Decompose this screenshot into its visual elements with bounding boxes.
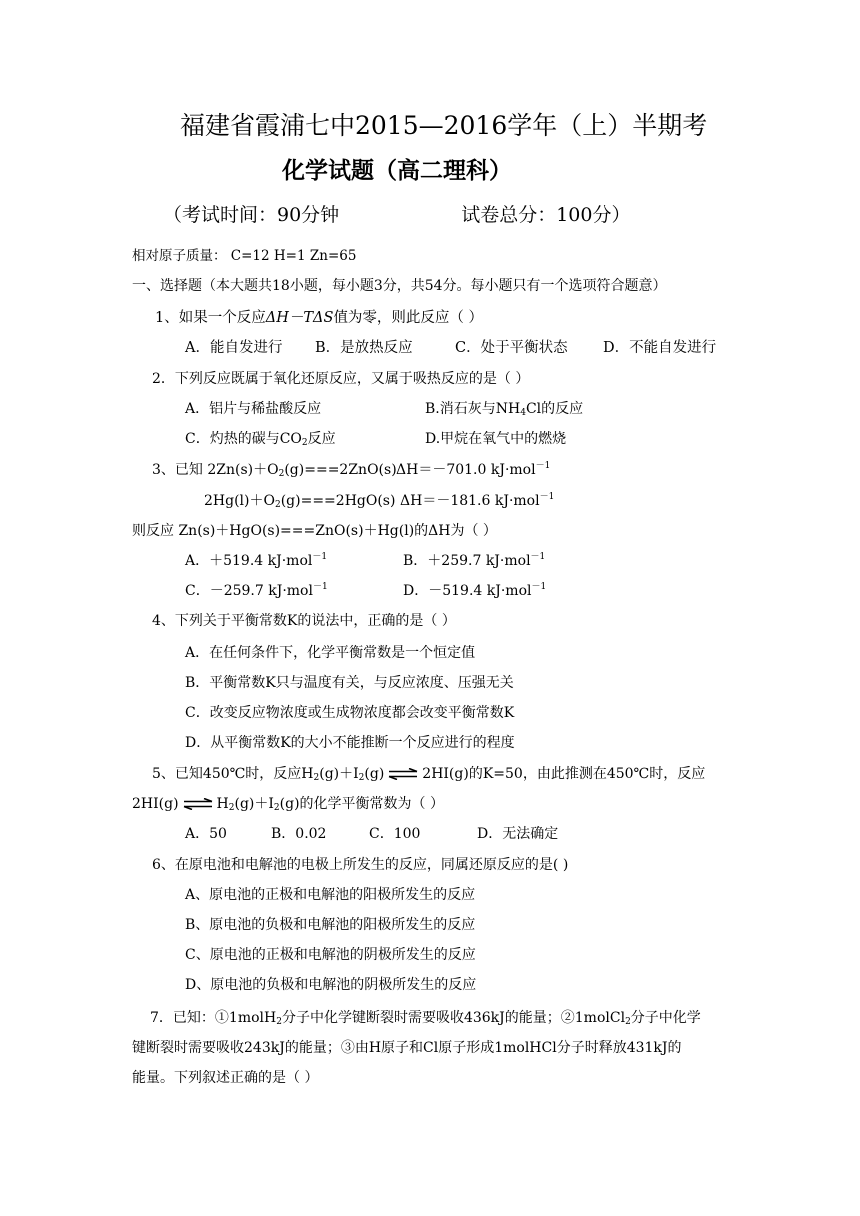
- q3-line1: 3、已知 $2Zn(s)+O_2(g)===2ZnO(s)\Delta H=-701.0$ kJ·mol$^{-1}$: [152, 461, 551, 479]
- q2-option-d: D.甲烷在氧气中的燃烧: [425, 431, 567, 447]
- q2-option-c: C．灼热的碳与$CO_2$反应: [185, 431, 336, 448]
- q5-line1: 5、已知450℃时，反应$H_2(g)+I_2(g)$ 2HI(g)的K=50，由此推测在450℃时，反应: [152, 766, 706, 783]
- q1-option-c: C．处于平衡状态: [455, 340, 568, 356]
- q4-option-d: D．从平衡常数K的大小不能推断一个反应进行的程度: [185, 735, 515, 751]
- section-heading: 一、选择题（本大题共18小题，每小题3分，共54分。每小题只有一个选项符合题意）: [132, 278, 667, 294]
- q1-option-d: D．不能自发进行: [603, 340, 717, 356]
- question-2: 2．下列反应既属于氧化还原反应，又属于吸热反应的是（ ）: [152, 371, 530, 387]
- total-score: 试卷总分：100分）: [461, 204, 631, 226]
- q2-options-row1: [185, 402, 583, 416]
- q3-option-c: C．－259.7 kJ·mol$^{-1}$: [185, 582, 328, 599]
- q1-stem-b: 值为零，则此反应（ ）: [333, 310, 484, 326]
- equilibrium-arrow-icon: [183, 798, 213, 810]
- q3-options-row1: [185, 554, 545, 568]
- q3-options-row2: [185, 584, 546, 598]
- q3-option-a: A．＋519.4 kJ·mol$^{-1}$: [185, 552, 328, 569]
- q7-line2: 键断裂时需要吸收243kJ的能量；③由H原子和Cl原子形成1molHCl分子时释放431kJ的: [132, 1040, 682, 1056]
- q4-option-a: A．在任何条件下，化学平衡常数是一个恒定值: [185, 645, 476, 661]
- q1-option-a: A．能自发进行: [185, 340, 283, 356]
- q7-line3: 能量。下列叙述正确的是（ ）: [132, 1070, 319, 1086]
- q4-option-b: B．平衡常数K只与温度有关，与反应浓度、压强无关: [185, 675, 514, 691]
- q5-option-b: B．0.02: [271, 826, 327, 842]
- q3-line3: 则反应 Zn(s)＋HgO(s)===ZnO(s)＋Hg(l)的ΔH为（ ）: [132, 523, 497, 539]
- q5-line2: 2HI(g) $H_2(g)+I_2(g)$的化学平衡常数为（ ）: [132, 796, 444, 813]
- atomic-mass: 相对原子质量： C=12 H=1 Zn=65: [132, 248, 357, 264]
- q5-options: [185, 827, 558, 841]
- q2-option-b: B.消石灰与$NH_4Cl$的反应: [425, 401, 584, 418]
- q3-dh2: ΔH＝－181.6 kJ·mol: [400, 493, 540, 509]
- q1-options: [185, 341, 716, 356]
- q1-option-b: B．是放热反应: [315, 340, 413, 356]
- q5-option-a: A．50: [185, 826, 227, 842]
- exam-time: （考试时间：90分钟: [163, 204, 340, 226]
- q6-option-a: A、原电池的正极和电解池的阳极所发生的反应: [185, 887, 476, 903]
- q3-option-b: B．＋259.7 kJ·mol$^{-1}$: [403, 552, 546, 569]
- q6-option-d: D、原电池的负极和电解池的阴极所发生的反应: [185, 977, 477, 993]
- q1-stem-a: 1、如果一个反应: [155, 310, 266, 326]
- q7-line1: 7．已知：①1molH$_2$分子中化学键断裂时需要吸收436kJ的能量；②1molCl$_2$分子中化学: [150, 1010, 701, 1027]
- q3-option-d: D．－519.4 kJ·mol$^{-1}$: [403, 582, 547, 599]
- exam-info: [163, 206, 630, 225]
- q5-option-c: C．100: [369, 826, 421, 842]
- question-1: [155, 311, 483, 326]
- q1-stem-expr: ΔH－TΔS: [265, 310, 334, 326]
- equilibrium-arrow-icon: [388, 768, 418, 780]
- q2-option-a: A．铝片与稀盐酸反应: [185, 401, 322, 417]
- question-4: 4、下列关于平衡常数K的说法中，正确的是（ ）: [152, 613, 456, 629]
- q3-dh1: ΔH＝－701.0 kJ·mol: [396, 462, 536, 478]
- q3-line2: $2Hg(l)+O_2(g)===2HgO(s)$ ΔH＝－181.6 kJ·mol$^{-1}$: [204, 492, 555, 510]
- exam-title: 福建省霞浦七中2015—2016学年（上）半期考: [180, 111, 708, 140]
- question-6: 6、在原电池和电解池的电极上所发生的反应，同属还原反应的是( ): [152, 857, 569, 873]
- q2-options-row2: [185, 432, 566, 446]
- q6-option-b: B、原电池的负极和电解池的阳极所发生的反应: [185, 917, 476, 933]
- q4-option-c: C．改变反应物浓度或生成物浓度都会改变平衡常数K: [185, 705, 515, 721]
- exam-subtitle: 化学试题（高二理科）: [282, 157, 512, 184]
- q6-option-c: C、原电池的正极和电解池的阴极所发生的反应: [185, 947, 476, 963]
- q5-option-d: D．无法确定: [477, 826, 559, 842]
